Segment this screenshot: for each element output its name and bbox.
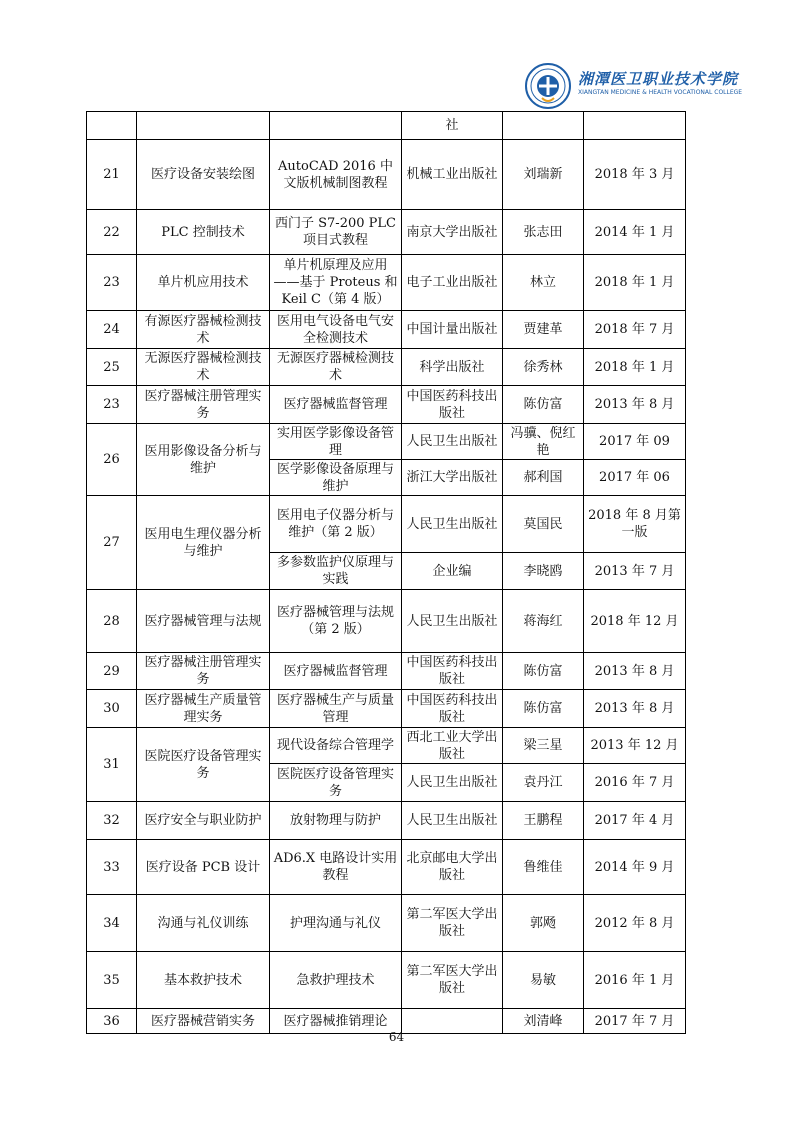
table-row <box>87 690 686 728</box>
cell-book: 医疗器械监督管理 <box>270 653 402 690</box>
cell-book: AD6.X 电路设计实用教程 <box>270 840 402 895</box>
cell-author: 易敏 <box>503 952 584 1009</box>
cell-author: 张志田 <box>503 210 584 255</box>
cell-course: 医疗器械生产质量管理实务 <box>137 690 270 728</box>
cell-date: 2013 年 8 月 <box>584 386 686 424</box>
cell-publisher: 电子工业出版社 <box>402 255 503 311</box>
cell-publisher: 企业编 <box>402 553 503 590</box>
school-emblem-icon <box>524 62 572 110</box>
cell-publisher: 浙江大学出版社 <box>402 460 503 496</box>
cell-course: 沟通与礼仪训练 <box>137 895 270 952</box>
cell-book: 医疗器械生产与质量管理 <box>270 690 402 728</box>
cell-no: 29 <box>87 653 137 690</box>
cell-date: 2013 年 8 月 <box>584 653 686 690</box>
cell-publisher: 社 <box>402 112 503 140</box>
cell-publisher: 科学出版社 <box>402 349 503 386</box>
cell-no: 22 <box>87 210 137 255</box>
table-row <box>87 311 686 349</box>
cell-no: 23 <box>87 386 137 424</box>
cell-author: 鲁维佳 <box>503 840 584 895</box>
cell-publisher: 中国医药科技出版社 <box>402 653 503 690</box>
cell-course: 无源医疗器械检测技术 <box>137 349 270 386</box>
school-logo <box>524 62 743 110</box>
cell-date: 2017 年 7 月 <box>584 1009 686 1034</box>
cell-author: 郝利国 <box>503 460 584 496</box>
cell-date: 2016 年 7 月 <box>584 764 686 802</box>
table-row <box>87 210 686 255</box>
table-row <box>87 590 686 653</box>
table-row <box>87 112 686 140</box>
cell-course: 基本救护技术 <box>137 952 270 1009</box>
cell-book: 医学影像设备原理与维护 <box>270 460 402 496</box>
cell-book: 医院医疗设备管理实务 <box>270 764 402 802</box>
cell-publisher: 南京大学出版社 <box>402 210 503 255</box>
cell-book: 医用电子仪器分析与维护（第 2 版） <box>270 496 402 553</box>
cell-no: 25 <box>87 349 137 386</box>
cell-author: 李晓鸥 <box>503 553 584 590</box>
cell-date: 2017 年 06 <box>584 460 686 496</box>
table-row <box>87 728 686 764</box>
cell-no: 24 <box>87 311 137 349</box>
cell-book: 单片机原理及应用——基于 Proteus 和 Keil C（第 4 版） <box>270 255 402 311</box>
cell-author: 陈仿富 <box>503 690 584 728</box>
cell-date: 2018 年 12 月 <box>584 590 686 653</box>
cell-date <box>584 112 686 140</box>
table-row <box>87 496 686 553</box>
cell-author: 陈仿富 <box>503 386 584 424</box>
cell-course: 医疗器械管理与法规 <box>137 590 270 653</box>
cell-date: 2014 年 9 月 <box>584 840 686 895</box>
school-name-en: XIANGTAN MEDICINE & HEALTH VOCATIONAL COLLEGE <box>578 89 743 96</box>
cell-author: 陈仿富 <box>503 653 584 690</box>
table-row <box>87 952 686 1009</box>
cell-author <box>503 112 584 140</box>
cell-course: 医院医疗设备管理实务 <box>137 728 270 802</box>
cell-no: 34 <box>87 895 137 952</box>
cell-publisher: 北京邮电大学出版社 <box>402 840 503 895</box>
table-row <box>87 840 686 895</box>
cell-author: 徐秀林 <box>503 349 584 386</box>
page-number: 64 <box>388 1030 405 1044</box>
cell-book: 放射物理与防护 <box>270 802 402 840</box>
cell-author: 蒋海红 <box>503 590 584 653</box>
cell-publisher: 中国医药科技出版社 <box>402 386 503 424</box>
cell-book: 急救护理技术 <box>270 952 402 1009</box>
cell-course <box>137 112 270 140</box>
cell-publisher: 第二军医大学出版社 <box>402 952 503 1009</box>
cell-date: 2018 年 1 月 <box>584 255 686 311</box>
cell-date: 2018 年 7 月 <box>584 311 686 349</box>
cell-author: 王鹏程 <box>503 802 584 840</box>
cell-no <box>87 112 137 140</box>
cell-date: 2013 年 8 月 <box>584 690 686 728</box>
cell-publisher: 中国医药科技出版社 <box>402 690 503 728</box>
cell-date: 2016 年 1 月 <box>584 952 686 1009</box>
cell-book: 医疗器械监督管理 <box>270 386 402 424</box>
cell-no: 32 <box>87 802 137 840</box>
table-row <box>87 349 686 386</box>
cell-author: 贾建革 <box>503 311 584 349</box>
table-row <box>87 895 686 952</box>
cell-course: 有源医疗器械检测技术 <box>137 311 270 349</box>
table-row <box>87 424 686 460</box>
cell-book: 无源医疗器械检测技术 <box>270 349 402 386</box>
cell-book: 医疗器械管理与法规（第 2 版） <box>270 590 402 653</box>
school-name: 湘潭医卫职业技术学院 <box>578 70 739 88</box>
cell-course: PLC 控制技术 <box>137 210 270 255</box>
cell-publisher: 西北工业大学出版社 <box>402 728 503 764</box>
cell-no: 33 <box>87 840 137 895</box>
cell-no: 31 <box>87 728 137 802</box>
cell-date: 2017 年 4 月 <box>584 802 686 840</box>
cell-course: 医疗安全与职业防护 <box>137 802 270 840</box>
cell-no: 21 <box>87 140 137 210</box>
cell-course: 医用影像设备分析与维护 <box>137 424 270 496</box>
cell-no: 27 <box>87 496 137 590</box>
cell-book: 西门子 S7-200 PLC 项目式教程 <box>270 210 402 255</box>
cell-no: 23 <box>87 255 137 311</box>
textbook-table <box>86 111 686 1034</box>
cell-course: 医用电生理仪器分析与维护 <box>137 496 270 590</box>
table-row <box>87 140 686 210</box>
cell-no: 28 <box>87 590 137 653</box>
cell-publisher: 机械工业出版社 <box>402 140 503 210</box>
cell-author: 梁三星 <box>503 728 584 764</box>
cell-date: 2013 年 12 月 <box>584 728 686 764</box>
cell-publisher: 人民卫生出版社 <box>402 590 503 653</box>
cell-date: 2018 年 1 月 <box>584 349 686 386</box>
cell-publisher: 中国计量出版社 <box>402 311 503 349</box>
cell-book: 医用电气设备电气安全检测技术 <box>270 311 402 349</box>
cell-course: 医疗器械注册管理实务 <box>137 386 270 424</box>
table-row <box>87 386 686 424</box>
cell-course: 医疗设备安装绘图 <box>137 140 270 210</box>
cell-date: 2012 年 8 月 <box>584 895 686 952</box>
cell-book: 多参数监护仪原理与实践 <box>270 553 402 590</box>
cell-author: 林立 <box>503 255 584 311</box>
table-row <box>87 653 686 690</box>
cell-publisher: 人民卫生出版社 <box>402 802 503 840</box>
table-row <box>87 255 686 311</box>
cell-author: 郭飏 <box>503 895 584 952</box>
cell-no: 36 <box>87 1009 137 1034</box>
cell-date: 2014 年 1 月 <box>584 210 686 255</box>
cell-no: 30 <box>87 690 137 728</box>
cell-course: 医疗器械营销实务 <box>137 1009 270 1034</box>
cell-book: 实用医学影像设备管理 <box>270 424 402 460</box>
cell-course: 医疗器械注册管理实务 <box>137 653 270 690</box>
cell-author: 袁丹江 <box>503 764 584 802</box>
cell-book: 护理沟通与礼仪 <box>270 895 402 952</box>
cell-date: 2013 年 7 月 <box>584 553 686 590</box>
cell-course: 医疗设备 PCB 设计 <box>137 840 270 895</box>
table-row <box>87 802 686 840</box>
cell-publisher: 人民卫生出版社 <box>402 424 503 460</box>
cell-author: 冯骥、倪红艳 <box>503 424 584 460</box>
cell-date: 2018 年 8 月第一版 <box>584 496 686 553</box>
cell-course: 单片机应用技术 <box>137 255 270 311</box>
cell-no: 26 <box>87 424 137 496</box>
cell-author: 莫国民 <box>503 496 584 553</box>
cell-author: 刘清峰 <box>503 1009 584 1034</box>
cell-book: 医疗器械推销理论 <box>270 1009 402 1034</box>
cell-publisher: 第二军医大学出版社 <box>402 895 503 952</box>
cell-book <box>270 112 402 140</box>
cell-book: AutoCAD 2016 中文版机械制图教程 <box>270 140 402 210</box>
cell-date: 2017 年 09 <box>584 424 686 460</box>
cell-no: 35 <box>87 952 137 1009</box>
cell-author: 刘瑞新 <box>503 140 584 210</box>
cell-publisher: 人民卫生出版社 <box>402 496 503 553</box>
cell-book: 现代设备综合管理学 <box>270 728 402 764</box>
cell-date: 2018 年 3 月 <box>584 140 686 210</box>
cell-publisher: 人民卫生出版社 <box>402 764 503 802</box>
